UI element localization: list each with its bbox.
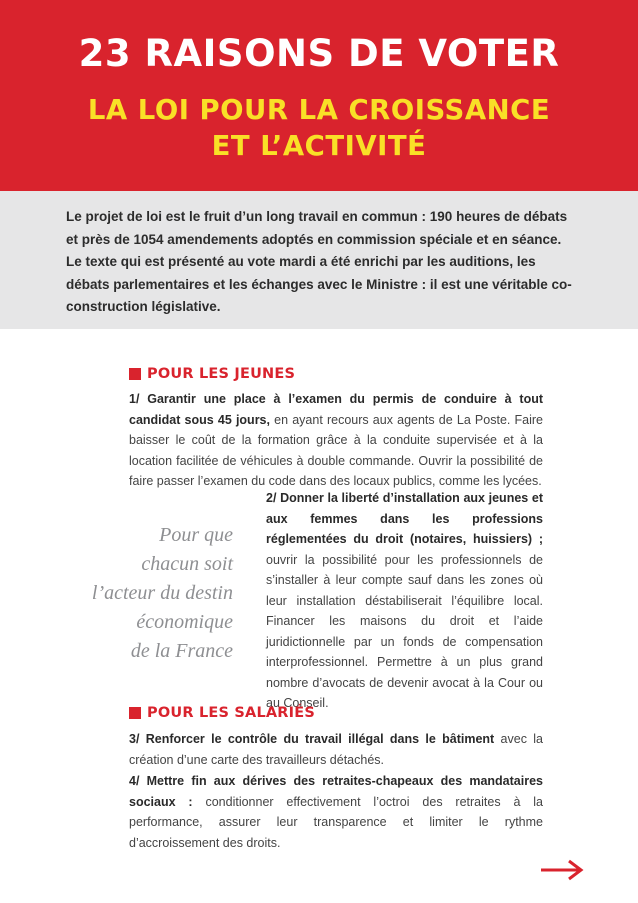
square-bullet-icon [129,707,141,719]
section-title: POUR LES SALARIÉS [147,705,316,721]
measure-2 [266,488,543,714]
page-subtitle [0,92,638,164]
measure-1-text: en ayant recours aux agents de La Poste. Faire baisser le coût de la formation grâce à la conduite supervisée et à la location facilitée de véhicules à double commande. Ouvrir la possibilité de faire passer l’examen du code dans des locaux publics, comme les lycées. [129,412,544,488]
subtitle-line-1: LA LOI POUR LA CROISSANCE [87,94,551,126]
measure-2-bold: 2/ Donner la liberté d’installation aux jeunes et aux femmes dans les professions réglementées du droit (notaires, huissiers) ; [266,491,543,546]
arrow-right-icon[interactable] [540,858,584,882]
measure-4 [129,771,543,853]
measure-3-text: avec la création d’une carte des travailleurs détachés. [129,732,543,767]
quote-line: économique [136,611,233,633]
quote-line: Pour que [159,524,233,546]
quote-line: chacun soit [141,553,233,575]
pull-quote [55,521,233,666]
section-heading-salaries [129,705,315,721]
intro-text: Le projet de loi est le fruit d’un long travail en commun : 190 heures de débats et près de 1054 amendements adoptés en commission spéciale et en séance. Le texte qui est présenté au vote mardi a été enrichi par les auditions, les débats parlementaires et les échanges avec le Ministre : il est une véritable co-construction législative. [66,209,572,314]
quote-line: de la France [130,640,233,662]
measure-4-bold: 4/ Mettre fin aux dérives des retraites-chapeaux des mandataires sociaux : [129,774,543,809]
square-bullet-icon [129,368,141,380]
measure-3 [129,729,543,770]
measure-4-text: conditionner effectivement l’octroi des retraites à la performance, assurer leur transparence et limiter le rythme d’accroissement des droits. [129,794,544,850]
header-banner [0,0,638,191]
section-heading-jeunes [129,366,295,382]
measure-2-text: ouvrir la possibilité pour les professionnels de s’installer à leur compte sauf dans les zones où leur installation déstabiliserait l’équilibre local. Financer les maisons du droit et l’aide juridictionnelle par un fonds de compensation interprofessionnel. Permettre à un plus grand nombre d’avocats de devenir avocat à la Cour ou au Conseil. [266,552,543,710]
quote-line: l’acteur du destin [91,582,233,604]
page-title: 23 RAISONS DE VOTER [78,32,560,75]
measure-1-bold: 1/ Garantir une place à l’examen du permis de conduire à tout candidat sous 45 jours, [129,392,543,427]
intro-band [0,191,638,329]
measure-1 [129,389,543,492]
section-title: POUR LES JEUNES [147,366,296,382]
measure-3-bold: 3/ Renforcer le contrôle du travail illégal dans le bâtiment [129,732,495,746]
subtitle-line-2: ET L’ACTIVITÉ [211,130,427,162]
